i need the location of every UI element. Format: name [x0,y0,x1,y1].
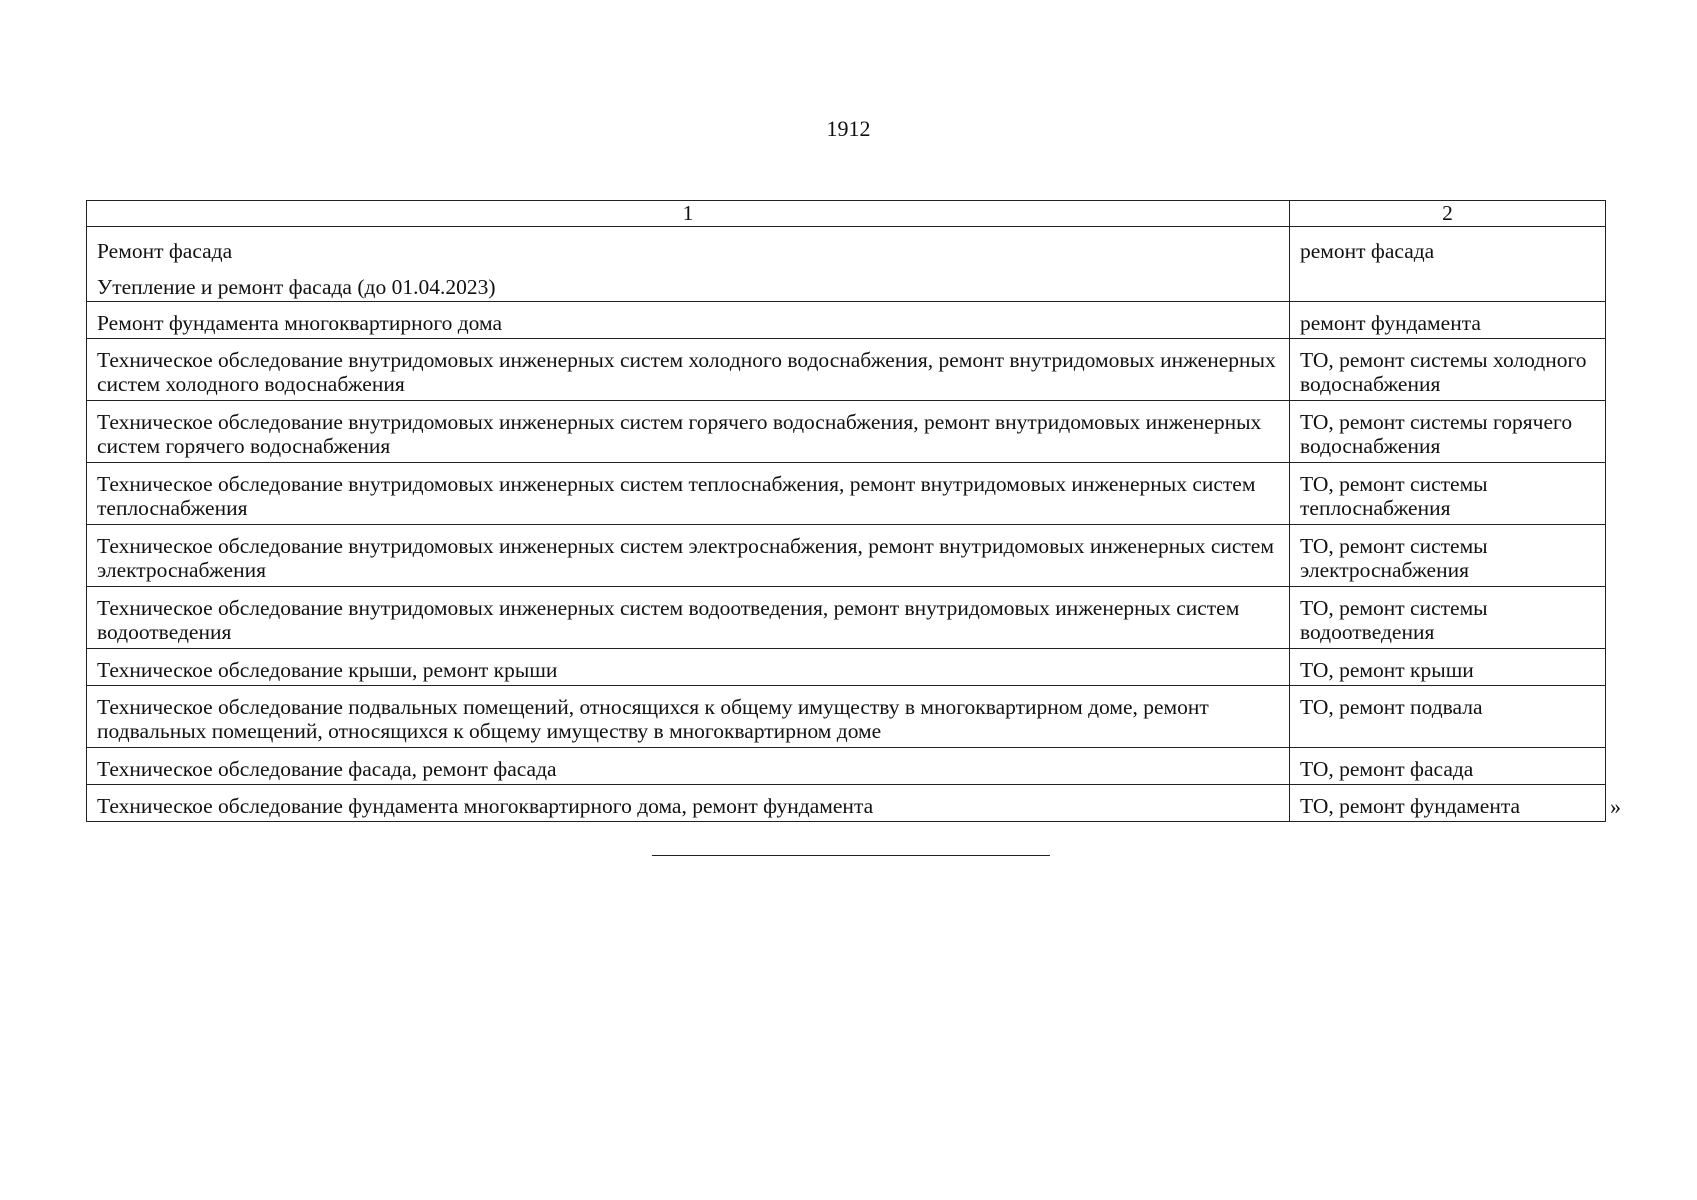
table-cell-work-name: Техническое обследование фасада, ремонт фасада [87,748,1290,785]
table-cell-short-name: ТО, ремонт системы водоотведения [1290,587,1606,649]
cell-text-line: Ремонт фасада [97,239,233,263]
table-cell-work-name: Техническое обследование внутридомовых инженерных систем электроснабжения, ремонт внутридомовых инженерных систем электроснабжения [87,525,1290,587]
table-cell-short-name: ТО, ремонт фасада [1290,748,1606,785]
table-cell-work-name: Техническое обследование внутридомовых инженерных систем водоотведения, ремонт внутридомовых инженерных систем водоотведения [87,587,1290,649]
table-cell-short-name: ТО, ремонт системы электроснабжения [1290,525,1606,587]
table-row [87,649,1606,686]
table-cell-work-name [87,227,1290,302]
end-of-document-rule [652,855,1050,856]
table-row [87,401,1606,463]
table-cell-short-name: ТО, ремонт крыши [1290,649,1606,686]
table-cell-work-name: Техническое обследование внутридомовых инженерных систем горячего водоснабжения, ремонт внутридомовых инженерных систем горячего водоснабжения [87,401,1290,463]
table-cell-work-name: Техническое обследование внутридомовых инженерных систем холодного водоснабжения, ремонт внутридомовых инженерных систем холодного водоснабжения [87,339,1290,401]
table-row [87,525,1606,587]
table-cell-short-name: ремонт фундамента [1290,302,1606,339]
table-cell-work-name: Ремонт фундамента многоквартирного дома [87,302,1290,339]
table-cell-work-name: Техническое обследование фундамента многоквартирного дома, ремонт фундамента [87,785,1290,822]
table-row [87,785,1606,822]
cell-text-line: Утепление и ремонт фасада (до 01.04.2023) [97,275,496,299]
table-cell-short-name: ТО, ремонт фундамента [1290,785,1606,822]
table-cell-short-name: ТО, ремонт системы горячего водоснабжения [1290,401,1606,463]
column-header-1: 1 [87,201,1290,227]
table-row [87,748,1606,785]
table-cell-work-name: Техническое обследование крыши, ремонт крыши [87,649,1290,686]
table-cell-work-name: Техническое обследование внутридомовых инженерных систем теплоснабжения, ремонт внутридомовых инженерных систем теплоснабжения [87,463,1290,525]
table-cell-short-name: ТО, ремонт системы теплоснабжения [1290,463,1606,525]
table-cell-short-name: ремонт фасада [1290,227,1606,302]
table-row [87,463,1606,525]
table-row [87,686,1606,748]
table-cell-work-name: Техническое обследование подвальных помещений, относящихся к общему имуществу в многоквартирном доме, ремонт подвальных помещений, относящихся к общему имуществу в многоквартирном доме [87,686,1290,748]
table-header-row [87,201,1606,227]
table-row [87,227,1606,302]
table-cell-short-name: ТО, ремонт системы холодного водоснабжения [1290,339,1606,401]
repair-types-table [86,200,1606,822]
table-row [87,302,1606,339]
table-cell-short-name: ТО, ремонт подвала [1290,686,1606,748]
table-row [87,339,1606,401]
table-row [87,587,1606,649]
closing-quote-mark: » [1610,794,1621,819]
column-header-2: 2 [1290,201,1606,227]
page-number: 1912 [826,116,871,141]
